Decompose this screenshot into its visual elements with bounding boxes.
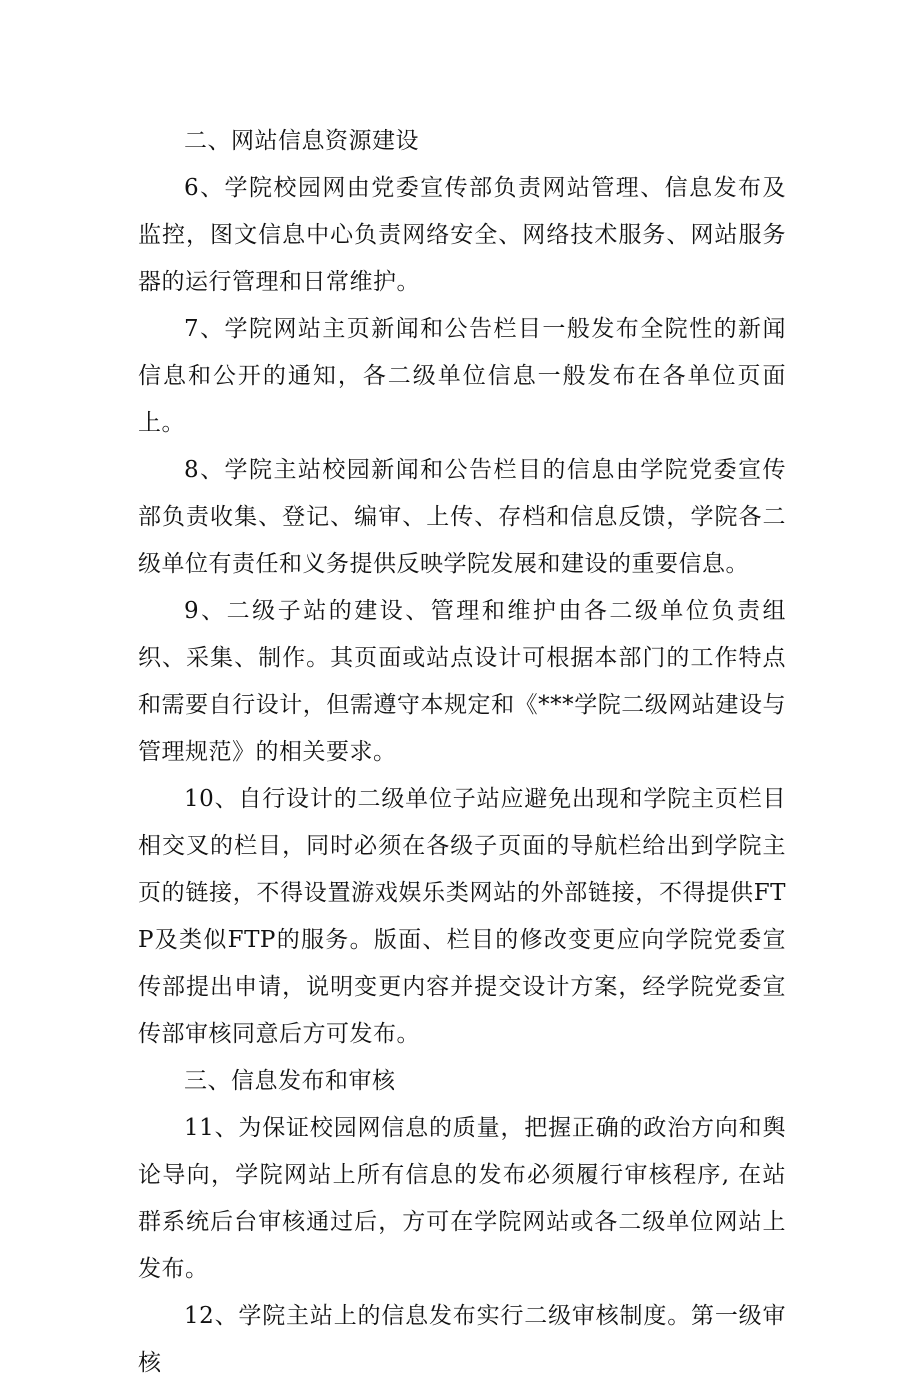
paragraph: 9、二级子站的建设、管理和维护由各二级单位负责组织、采集、制作。其页面或站点设计可根据本部门的工作特点和需要自行设计，但需遵守本规定和《***学院二级网站建设与管理规范》的相关要求。	[138, 598, 786, 765]
section-heading: 三、信息发布和审核	[184, 1068, 396, 1094]
paragraph: 11、为保证校园网信息的质量，把握正确的政治方向和舆论导向，学院网站上所有信息的发布必须履行审核程序, 在站群系统后台审核通过后，方可在学院网站或各二级单位网站上发布。	[138, 1115, 786, 1282]
paragraph: 12、学院主站上的信息发布实行二级审核制度。第一级审核	[138, 1303, 786, 1376]
paragraph: 7、学院网站主页新闻和公告栏目一般发布全院性的新闻信息和公开的通知，各二级单位信息一般发布在各单位页面上。	[138, 316, 786, 436]
paragraph: 8、学院主站校园新闻和公告栏目的信息由学院党委宣传部负责收集、登记、编审、上传、存档和信息反馈，学院各二级单位有责任和义务提供反映学院发展和建设的重要信息。	[138, 457, 786, 577]
paragraph: 10、自行设计的二级单位子站应避免出现和学院主页栏目相交叉的栏目，同时必须在各级子页面的导航栏给出到学院主页的链接，不得设置游戏娱乐类网站的外部链接，不得提供FTP及类似FTP的服务。版面、栏目的修改变更应向学院党委宣传部提出申请，说明变更内容并提交设计方案，经学院党委宣传部审核同意后方可发布。	[138, 786, 786, 1047]
document-body	[138, 118, 786, 1387]
paragraph: 6、学院校园网由党委宣传部负责网站管理、信息发布及监控，图文信息中心负责网络安全、网络技术服务、网站服务器的运行管理和日常维护。	[138, 175, 786, 295]
section-heading: 二、网站信息资源建设	[184, 128, 419, 154]
